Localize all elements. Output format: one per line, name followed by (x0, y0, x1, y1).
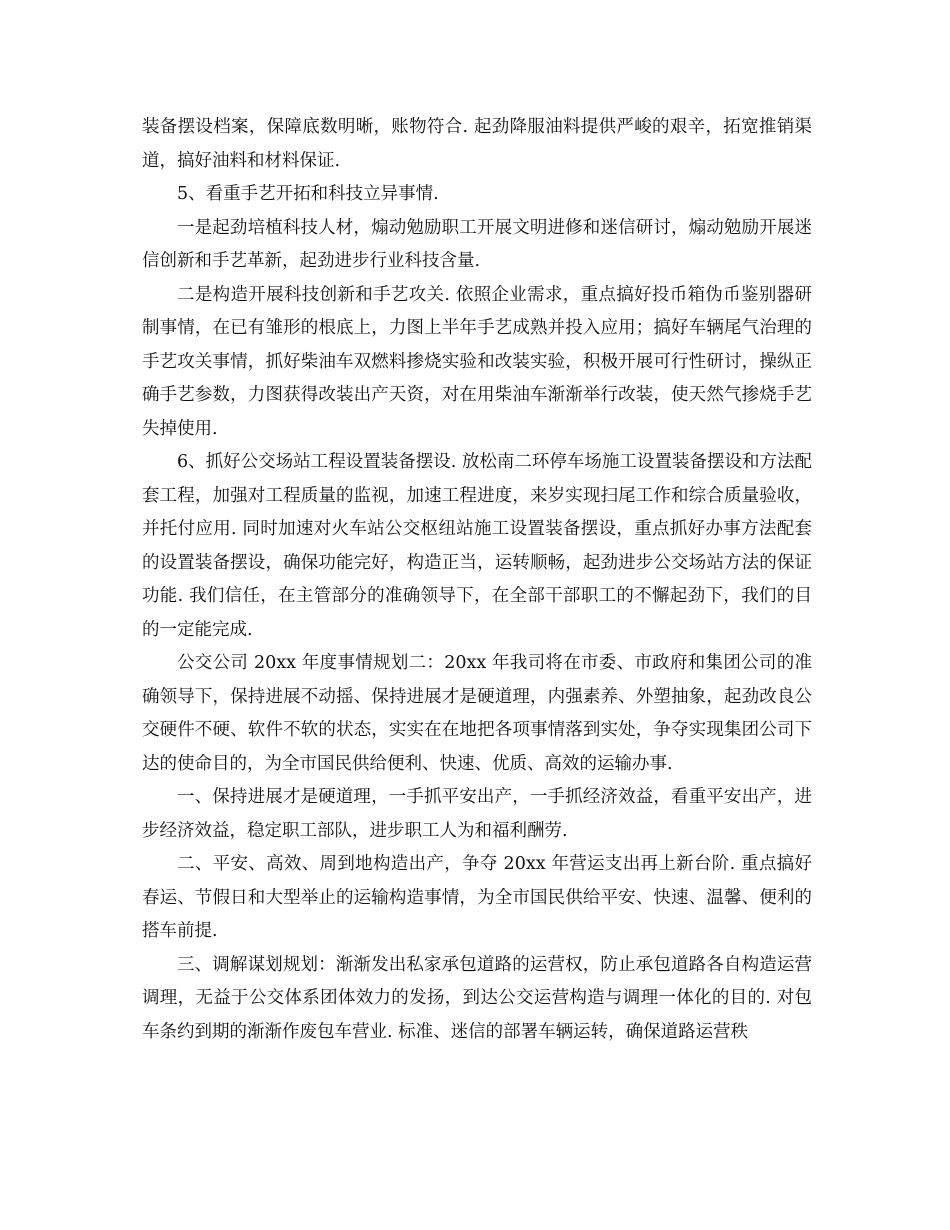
paragraph-9: 三、调解谋划规划：渐渐发出私家承包道路的运营权，防止承包道路各自构造运营调理，无益于公交体系团体效力的发扬，到达公交运营构造与调理一体化的目的. 对包车条约到期的渐渐作废包车营业. 标准、迷信的部署车辆运转，确保道路运营秩 (142, 954, 812, 1042)
paragraph-3: 一是起劲培植科技人材，煽动勉励职工开展文明进修和迷信研讨，煽动勉励开展迷信创新和手艺革新，起劲进步行业科技含量. (142, 217, 812, 271)
paragraph-6: 公交公司 20xx 年度事情规划二：20xx 年我司将在市委、市政府和集团公司的准确领导下，保持进展不动摇、保持进展才是硬道理，内强素养、外塑抽象，起劲改良公交硬件不硬、软件不软的状态，实实在在地把各项事情落到实处，争夺实现集团公司下达的使命目的，为全市国民供给便利、快速、优质、高效的运输办事. (142, 653, 812, 774)
paragraph-7: 一、保持进展才是硬道理，一手抓平安出产，一手抓经济效益，看重平安出产，进步经济效益，稳定职工部队，进步职工人为和福利酬劳. (142, 787, 812, 841)
paragraph-8: 二、平安、高效、周到地构造出产，争夺 20xx 年营运支出再上新台阶. 重点搞好春运、节假日和大型举止的运输构造事情，为全市国民供给平安、快速、温馨、便利的搭车前提. (142, 854, 812, 941)
paragraph-2: 5、看重手艺开拓和科技立异事情. (177, 184, 439, 204)
document-body (142, 111, 812, 1049)
paragraph-5: 6、抓好公交场站工程设置装备摆设. 放松南二环停车场施工设置装备摆设和方法配套工程，加强对工程质量的监视，加速工程进度，来岁实现扫尾工作和综合质量验收，并托付应用. 同时加速对火车站公交枢纽站施工设置装备摆设，重点抓好办事方法配套的设置装备摆设，确保功能完好，构造正当，运转顺畅，起劲进步公交场站方法的保证功能. 我们信任，在主管部分的准确领导下，在全部干部职工的不懈起劲下，我们的目的一定能完成. (142, 452, 812, 640)
paragraph-1: 装备摆设档案，保障底数明晰，账物符合. 起劲降服油料提供严峻的艰辛，拓宽推销渠道，搞好油料和材料保证. (142, 117, 812, 171)
paragraph-4: 二是构造开展科技创新和手艺攻关. 依照企业需求，重点搞好投币箱伪币鉴别器研制事情，在已有雏形的根底上，力图上半年手艺成熟并投入应用；搞好车辆尾气治理的手艺攻关事情，抓好柴油车双燃料掺烧实验和改装实验，积极开展可行性研讨，操纵正确手艺参数，力图获得改装出产天资，对在用柴油车渐渐举行改装，使天然气掺烧手艺失掉使用. (142, 284, 812, 439)
